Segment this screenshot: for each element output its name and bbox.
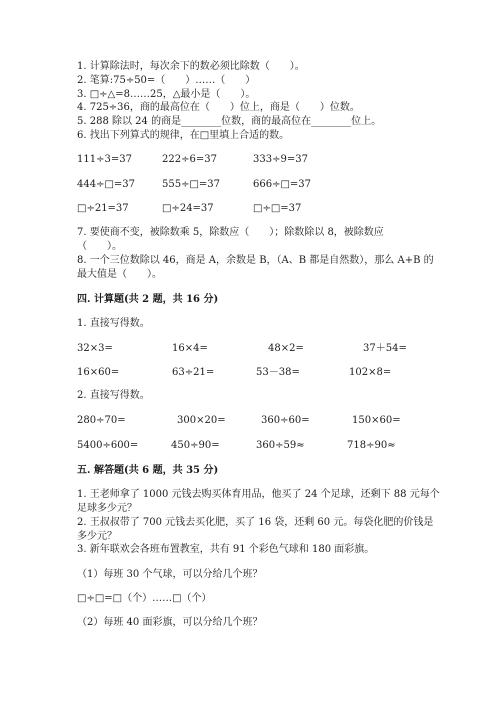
pattern-cell: 333÷9=37 xyxy=(253,154,308,165)
calc-cell: 450÷90= xyxy=(171,440,220,451)
calc-cell: 360÷59≈ xyxy=(256,440,305,451)
pattern-cell: 555÷□=37 xyxy=(162,179,221,190)
answer-formula: □÷□=□（个）……□（个） xyxy=(77,593,212,604)
calc-cell: 150×60= xyxy=(352,415,401,426)
pattern-cell: 666÷□=37 xyxy=(253,179,312,190)
section-4-title: 四. 计算题(共 2 题，共 16 分) xyxy=(77,294,219,305)
calc-cell: 53－38= xyxy=(256,367,300,378)
question-2: 2. 笔算:75÷50=（ ）……（ ） xyxy=(77,75,256,86)
pattern-cell: 444÷□=37 xyxy=(77,179,136,190)
section-5-title: 五. 解答题(共 6 题，共 35 分) xyxy=(77,465,219,476)
pattern-cell: 222÷6=37 xyxy=(162,154,217,165)
pattern-cell: □÷24=37 xyxy=(162,203,214,214)
calc-cell: 360÷60= xyxy=(261,415,310,426)
problem-3-sub-2: （2）每班 40 面彩旗，可以分给几个班？ xyxy=(77,617,263,628)
calc-cell: 16×4= xyxy=(172,343,208,354)
calc-cell: 718÷90≈ xyxy=(347,440,396,451)
pattern-cell: □÷□=37 xyxy=(253,203,302,214)
calc-cell: 48×2= xyxy=(268,343,304,354)
calc-cell: 102×8= xyxy=(349,367,392,378)
section-4-q1: 1. 直接写得数。 xyxy=(77,318,150,329)
problem-3-sub-1: （1）每班 30 个气球，可以分给几个班？ xyxy=(77,569,263,580)
problem-2: 2. 王叔叔带了 700 元钱去买化肥，买了 16 袋，还剩 60 元。每袋化肥的价钱是 xyxy=(77,517,434,528)
pattern-cell: □÷21=37 xyxy=(77,203,129,214)
question-8: 8. 一个三位数除以 46，商是 A，余数是 B，（A、B 都是自然数），那么 A+B 的 xyxy=(77,255,434,266)
calc-cell: 63÷21= xyxy=(172,367,215,378)
question-1: 1. 计算除法时，每次余下的数必须比除数（ ）。 xyxy=(77,61,305,72)
problem-3: 3. 新年联欢会各班布置教室，共有 91 个彩色气球和 180 面彩旗。 xyxy=(77,544,375,555)
problem-1: 1. 王老师拿了 1000 元钱去购买体育用品，他买了 24 个足球，还剩下 88 元每个 xyxy=(77,489,440,500)
calc-cell: 32×3= xyxy=(77,343,113,354)
question-8-continued: 最大值是（ ）。 xyxy=(77,269,162,280)
calc-cell: 5400÷600= xyxy=(77,440,139,451)
calc-cell: 37＋54= xyxy=(363,343,407,354)
calc-cell: 16×60= xyxy=(77,367,120,378)
section-4-q2: 2. 直接写得数。 xyxy=(77,390,150,401)
calc-cell: 300×20= xyxy=(177,415,226,426)
question-6: 6. 找出下列算式的规律，在□里填上合适的数。 xyxy=(77,130,290,141)
question-7-continued: （ ）。 xyxy=(77,241,122,252)
calc-cell: 280÷70= xyxy=(77,415,126,426)
pattern-cell: 111÷3=37 xyxy=(77,154,132,165)
question-5: 5. 288 除以 24 的商是________位数，商的最高位在________位上。 xyxy=(77,116,382,127)
question-4: 4. 725÷36，商的最高位在（ ）位上，商是（ ）位数。 xyxy=(77,102,360,113)
question-7: 7. 要使商不变，被除数乘 5，除数应（ ）；除数除以 8，被除数应 xyxy=(77,227,384,238)
question-3: 3. □÷△=8……25，△最小是（ ）。 xyxy=(77,89,256,100)
problem-2-continued: 多少元？ xyxy=(77,531,117,542)
problem-1-continued: 足球多少元？ xyxy=(77,503,137,514)
